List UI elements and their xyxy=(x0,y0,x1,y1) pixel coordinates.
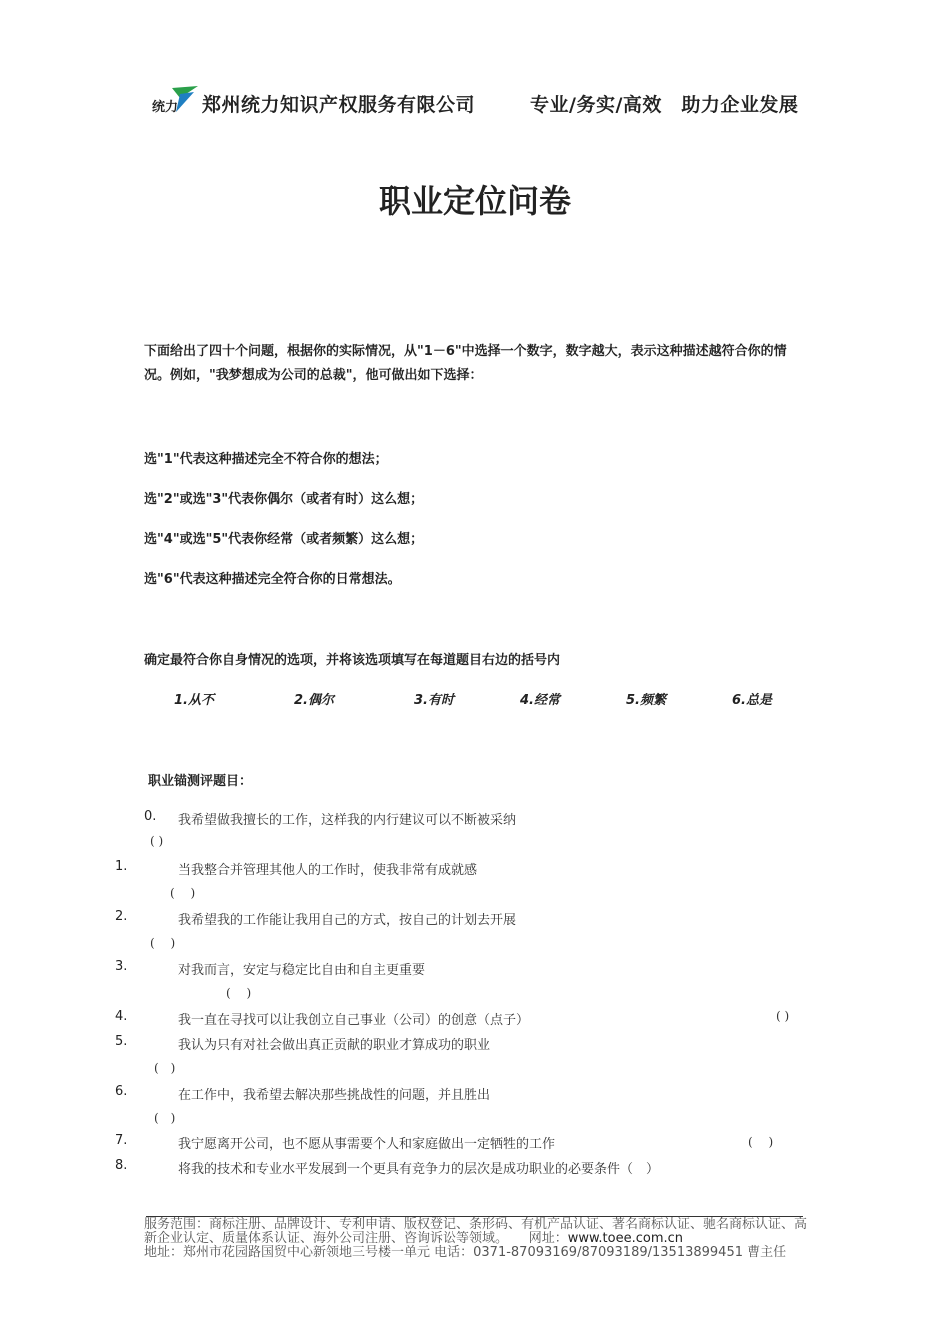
logo-text: 统力 xyxy=(152,100,179,115)
question-text: 我一直在寻找可以让我创立自己事业（公司）的创意（点子） xyxy=(178,1013,530,1028)
footer-website-link[interactable]: www.toee.com.cn xyxy=(567,1231,684,1246)
question-number: 4. xyxy=(115,1009,128,1024)
page-title: 职业定位问卷 xyxy=(378,182,571,220)
answer-bracket[interactable]: ( ) xyxy=(226,986,252,1000)
question-text: 当我整合并管理其他人的工作时，使我非常有成就感 xyxy=(178,863,478,878)
footer-address: 地址：郑州市花园路国贸中心新领地三号楼一单元 电话：0371-87093169/87093189/13513899451 曹主任 xyxy=(144,1245,787,1260)
question-text: 在工作中，我希望去解决那些挑战性的问题，并且胜出 xyxy=(178,1088,491,1103)
scale-desc-4: 选"6"代表这种描述完全符合你的日常想法。 xyxy=(144,572,401,587)
option-6: 6.总是 xyxy=(732,693,772,708)
question-number: 7. xyxy=(115,1133,128,1148)
answer-bracket[interactable]: ( ) xyxy=(170,886,196,900)
scale-desc-2: 选"2"或选"3"代表你偶尔（或者有时）这么想； xyxy=(144,492,424,507)
question-text: 我宁愿离开公司，也不愿从事需要个人和家庭做出一定牺牲的工作 xyxy=(178,1137,556,1152)
footer-web-label: 网址： xyxy=(528,1231,568,1246)
scale-desc-1: 选"1"代表这种描述完全不符合你的想法； xyxy=(144,452,388,467)
option-1: 1.从不 xyxy=(174,693,214,708)
question-number: 2. xyxy=(115,909,128,924)
question-text: 对我而言，安定与稳定比自由和自主更重要 xyxy=(178,963,426,978)
intro-paragraph: 下面给出了四十个问题，根据你的实际情况，从"1－6"中选择一个数字，数字越大，表示这种描述越符合你的情况。例如，"我梦想成为公司的总裁"，他可做出如下选择： xyxy=(144,344,787,383)
scale-desc-3: 选"4"或选"5"代表你经常（或者频繁）这么想； xyxy=(144,532,424,547)
option-4: 4.经常 xyxy=(520,693,560,708)
question-number: 0. xyxy=(144,809,157,824)
option-3: 3.有时 xyxy=(414,693,454,708)
question-text: 我认为只有对社会做出真正贡献的职业才算成功的职业 xyxy=(178,1038,491,1053)
option-5: 5.频繁 xyxy=(626,693,666,708)
question-text: 将我的技术和专业水平发展到一个更具有竞争力的层次是成功职业的必要条件（ ） xyxy=(178,1162,660,1177)
section-title: 职业锚测评题目： xyxy=(148,774,253,789)
question-number: 8. xyxy=(115,1158,128,1173)
answer-bracket[interactable]: ( ) xyxy=(150,834,164,848)
answer-bracket[interactable]: ( ) xyxy=(776,1009,790,1023)
option-2: 2.偶尔 xyxy=(294,693,334,708)
answer-bracket[interactable]: ( ) xyxy=(150,936,176,950)
question-number: 3. xyxy=(115,959,128,974)
answer-bracket[interactable]: ( ) xyxy=(154,1061,176,1075)
answer-bracket[interactable]: ( ) xyxy=(154,1111,176,1125)
question-number: 1. xyxy=(115,859,128,874)
answer-bracket[interactable]: ( ) xyxy=(748,1135,774,1149)
question-text: 我希望做我擅长的工作，这样我的内行建议可以不断被采纳 xyxy=(178,813,517,828)
question-number: 6. xyxy=(115,1084,128,1099)
company-name: 郑州统力知识产权服务有限公司 xyxy=(202,94,476,116)
footer-services: 服务范围：商标注册、品牌设计、专利申请、版权登记、条形码、有机产品认证、著名商标认证、驰名商标认证、高新企业认定、质量体系认证、海外公司注册、咨询诉讼等领域。 xyxy=(144,1217,808,1246)
instruction-text: 确定最符合你自身情况的选项，并将该选项填写在每道题目右边的括号内 xyxy=(144,653,561,668)
question-number: 5. xyxy=(115,1034,128,1049)
company-slogan: 专业/务实/高效 助力企业发展 xyxy=(530,94,799,116)
question-text: 我希望我的工作能让我用自己的方式，按自己的计划去开展 xyxy=(178,913,517,928)
footer xyxy=(144,1218,809,1260)
